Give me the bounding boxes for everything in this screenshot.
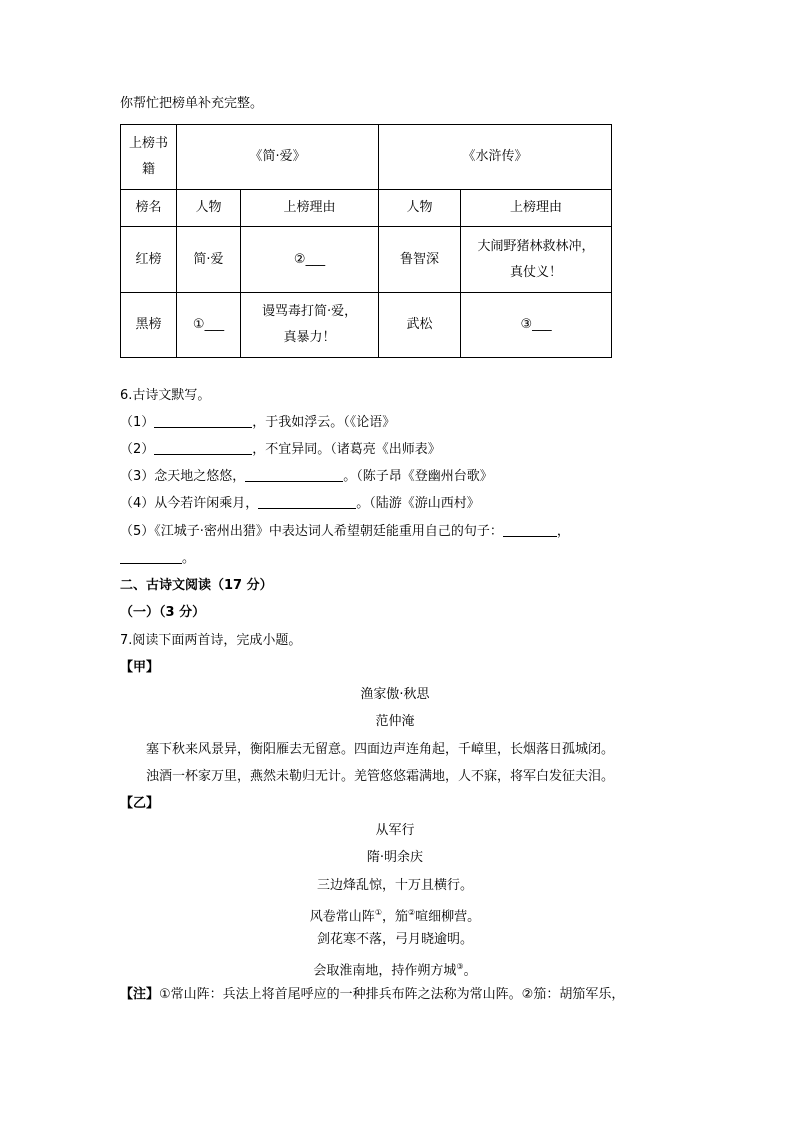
q7-title: 7.阅读下面两首诗，完成小题。 <box>120 633 302 648</box>
col-reason2: 上榜理由 <box>461 190 612 227</box>
answer-blank[interactable] <box>120 549 182 564</box>
header-label-cell: 上榜书籍 <box>121 125 177 190</box>
q6-item-1: （1） ，于我如浮云。（《论语》 <box>120 415 396 430</box>
poem2-line4: 会取淮南地，持作朔方城③。 <box>313 962 477 979</box>
black-rank-name: 黑榜 <box>121 293 177 358</box>
table-row <box>121 125 612 190</box>
poem2-line2: 风卷常山阵①，笳②喧细柳营。 <box>309 908 481 925</box>
red-reason2: 大闹野猪林救林冲， 真仗义！ <box>461 227 612 293</box>
col-reason1: 上榜理由 <box>241 190 379 227</box>
poem2-line3: 剑花寒不落，弓月晓逾明。 <box>316 932 473 947</box>
black-reason1: 谩骂毒打简·爱， 真暴力！ <box>241 293 379 358</box>
table-row <box>121 227 612 293</box>
answer-blank[interactable] <box>245 467 343 482</box>
col-person2: 人物 <box>379 190 461 227</box>
poem2-author: 隋·明余庆 <box>366 850 424 865</box>
red-rank-name: 红榜 <box>121 227 177 293</box>
answer-blank[interactable] <box>503 522 557 537</box>
col-rank: 榜名 <box>121 190 177 227</box>
poem1-line1: 塞下秋来风景异，衡阳雁去无留意。四面边声连角起，千嶂里，长烟落日孤城闭。 <box>146 742 615 757</box>
poem2-line1: 三边烽乱惊，十万且横行。 <box>316 878 473 893</box>
answer-blank[interactable] <box>258 494 356 509</box>
book1-cell: 《简·爱》 <box>177 125 379 190</box>
label-jia: 【甲】 <box>120 660 160 675</box>
col-person1: 人物 <box>177 190 241 227</box>
answer-blank[interactable] <box>154 413 252 428</box>
poem1-line2: 浊酒一杯家万里，燕然未勒归无计。羌管悠悠霜满地，人不寐，将军白发征夫泪。 <box>146 769 615 784</box>
red-reason1-blank: ②___ <box>241 227 379 293</box>
red-person1: 简·爱 <box>177 227 241 293</box>
section2-sub: （一）（3 分） <box>120 605 206 620</box>
poem1-author: 范仲淹 <box>375 714 415 729</box>
q6-item-5: （5）《江城子·密州出猎》中表达词人希望朝廷能重用自己的句子： ， <box>120 524 570 539</box>
q6-item-3: （3）念天地之悠悠， 。（陈子昂《登幽州台歌》 <box>120 469 493 484</box>
table-row <box>121 293 612 358</box>
q6-item-5-cont: 。 <box>120 549 195 569</box>
black-person1-blank: ①___ <box>177 293 241 358</box>
q6-item-4: （4）从今若许闲乘月， 。（陆游《游山西村》 <box>120 496 480 511</box>
note: 【注】①常山阵：兵法上将首尾呼应的一种排兵布阵之法称为常山阵。②笳：胡笳军乐， <box>120 987 625 1002</box>
red-person2: 鲁智深 <box>379 227 461 293</box>
q6-item-2: （2） ，不宜异同。（诸葛亮《出师表》 <box>120 442 441 457</box>
poem2-title: 从军行 <box>375 823 415 838</box>
answer-blank[interactable] <box>154 440 252 455</box>
q6-title: 6.古诗文默写。 <box>120 388 211 403</box>
section2-title: 二、古诗文阅读（17 分） <box>120 578 273 593</box>
label-yi: 【乙】 <box>120 796 160 811</box>
black-person2: 武松 <box>379 293 461 358</box>
intro-text: 你帮忙把榜单补充完整。 <box>120 96 264 111</box>
black-reason2-blank: ③___ <box>461 293 612 358</box>
ranking-table <box>120 124 612 358</box>
book2-cell: 《水浒传》 <box>379 125 612 190</box>
table-row <box>121 190 612 227</box>
poem1-title: 渔家傲·秋思 <box>360 687 430 702</box>
